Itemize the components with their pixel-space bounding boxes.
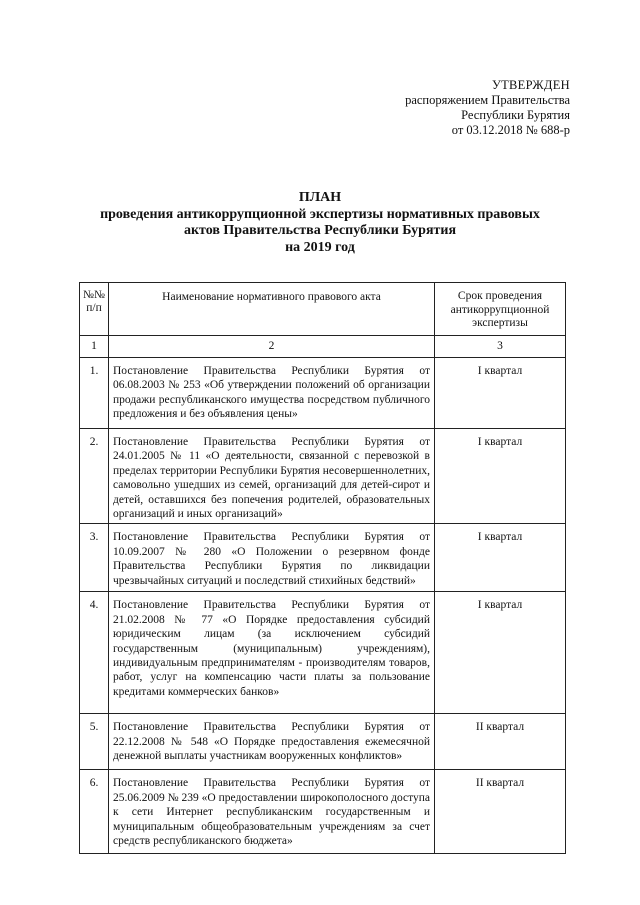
approval-line: Республики Бурятия [461, 108, 570, 122]
review-term: I квартал [477, 365, 523, 377]
header-name: Наименование нормативного правового акта [162, 291, 381, 303]
act-title: Постановление Правительства Республики Бурятия от 10.09.2007 № 280 «О Положении о резервном фонде Правительства Республики Бурятия по ликвидации чрезвычайных ситуаций и последствий стихийных бедствий» [113, 531, 430, 587]
review-term: I квартал [477, 436, 523, 448]
title-heading: ПЛАН [298, 190, 342, 205]
act-title: Постановление Правительства Республики Бурятия от 25.06.2009 № 239 «О предоставлении широкополосного доступа к сети Интернет республиканским государственным и муниципальным общеобразовательным учреждениям за счет средств республиканского бюджета» [113, 777, 430, 848]
act-title: Постановление Правительства Республики Бурятия от 06.08.2003 № 253 «Об утверждении положений об организации продажи республиканского имущества посредством публичного предложения и без объявления цены» [113, 365, 430, 421]
row-number: 1. [89, 365, 99, 377]
approval-heading: УТВЕРЖДЕН [491, 78, 570, 92]
table-row [80, 592, 566, 714]
row-number: 6. [89, 777, 99, 790]
table-row [80, 524, 566, 592]
table-row [80, 714, 566, 770]
column-number: 1 [91, 340, 97, 352]
row-number: 3. [89, 531, 99, 544]
header-name-cell [109, 283, 435, 336]
plan-table [79, 282, 566, 854]
approval-stamp [405, 78, 570, 138]
column-number-row [80, 336, 566, 358]
header-term: Срок проведения антикоррупционной экспертизы [450, 290, 550, 329]
review-term: II квартал [475, 721, 525, 734]
table-header-row [80, 283, 566, 336]
column-number: 3 [497, 340, 503, 352]
table-row [80, 358, 566, 429]
act-title: Постановление Правительства Республики Бурятия от 22.12.2008 № 548 «О Порядке предоставления ежемесячной денежной выплаты участникам вооруженных конфликтов» [113, 721, 430, 763]
table-row [80, 770, 566, 854]
title-line: актов Правительства Республики Бурятия [183, 223, 457, 238]
row-number: 4. [89, 599, 99, 612]
column-number: 2 [268, 340, 275, 352]
row-number: 5. [89, 721, 99, 734]
act-title: Постановление Правительства Республики Бурятия от 21.02.2008 № 77 «О Порядке предоставления субсидий юридическим лицам (за исключением субсидий государственным (муниципальным) учреждениям), индивидуальным предпринимателям - производителям товаров, работ, услуг на компенсацию части платы за пользование кредитами коммерческих банков» [113, 599, 430, 698]
review-term: I квартал [477, 531, 523, 544]
document-title [40, 190, 600, 256]
review-term: I квартал [477, 599, 523, 612]
approval-date-number: от 03.12.2018 № 688-р [451, 123, 570, 137]
row-number: 2. [89, 436, 99, 448]
table-row [80, 429, 566, 524]
review-term: II квартал [475, 777, 525, 790]
header-number-cell [80, 283, 109, 336]
title-year: на 2019 год [285, 239, 355, 255]
act-title: Постановление Правительства Республики Бурятия от 24.01.2005 № 11 «О деятельности, связанной с перевозкой в пределах территории Республики Бурятия несовершеннолетних, самовольно ушедших из семей, организаций для детей-сирот и детей, оставшихся без попечения родителей, образовательных организаций и иных организаций» [113, 436, 430, 521]
header-term-cell [435, 283, 566, 336]
approval-line: распоряжением Правительства [405, 93, 570, 107]
title-line: проведения антикоррупционной экспертизы нормативных правовых [100, 206, 540, 222]
header-number: №№ п/п [83, 289, 105, 314]
